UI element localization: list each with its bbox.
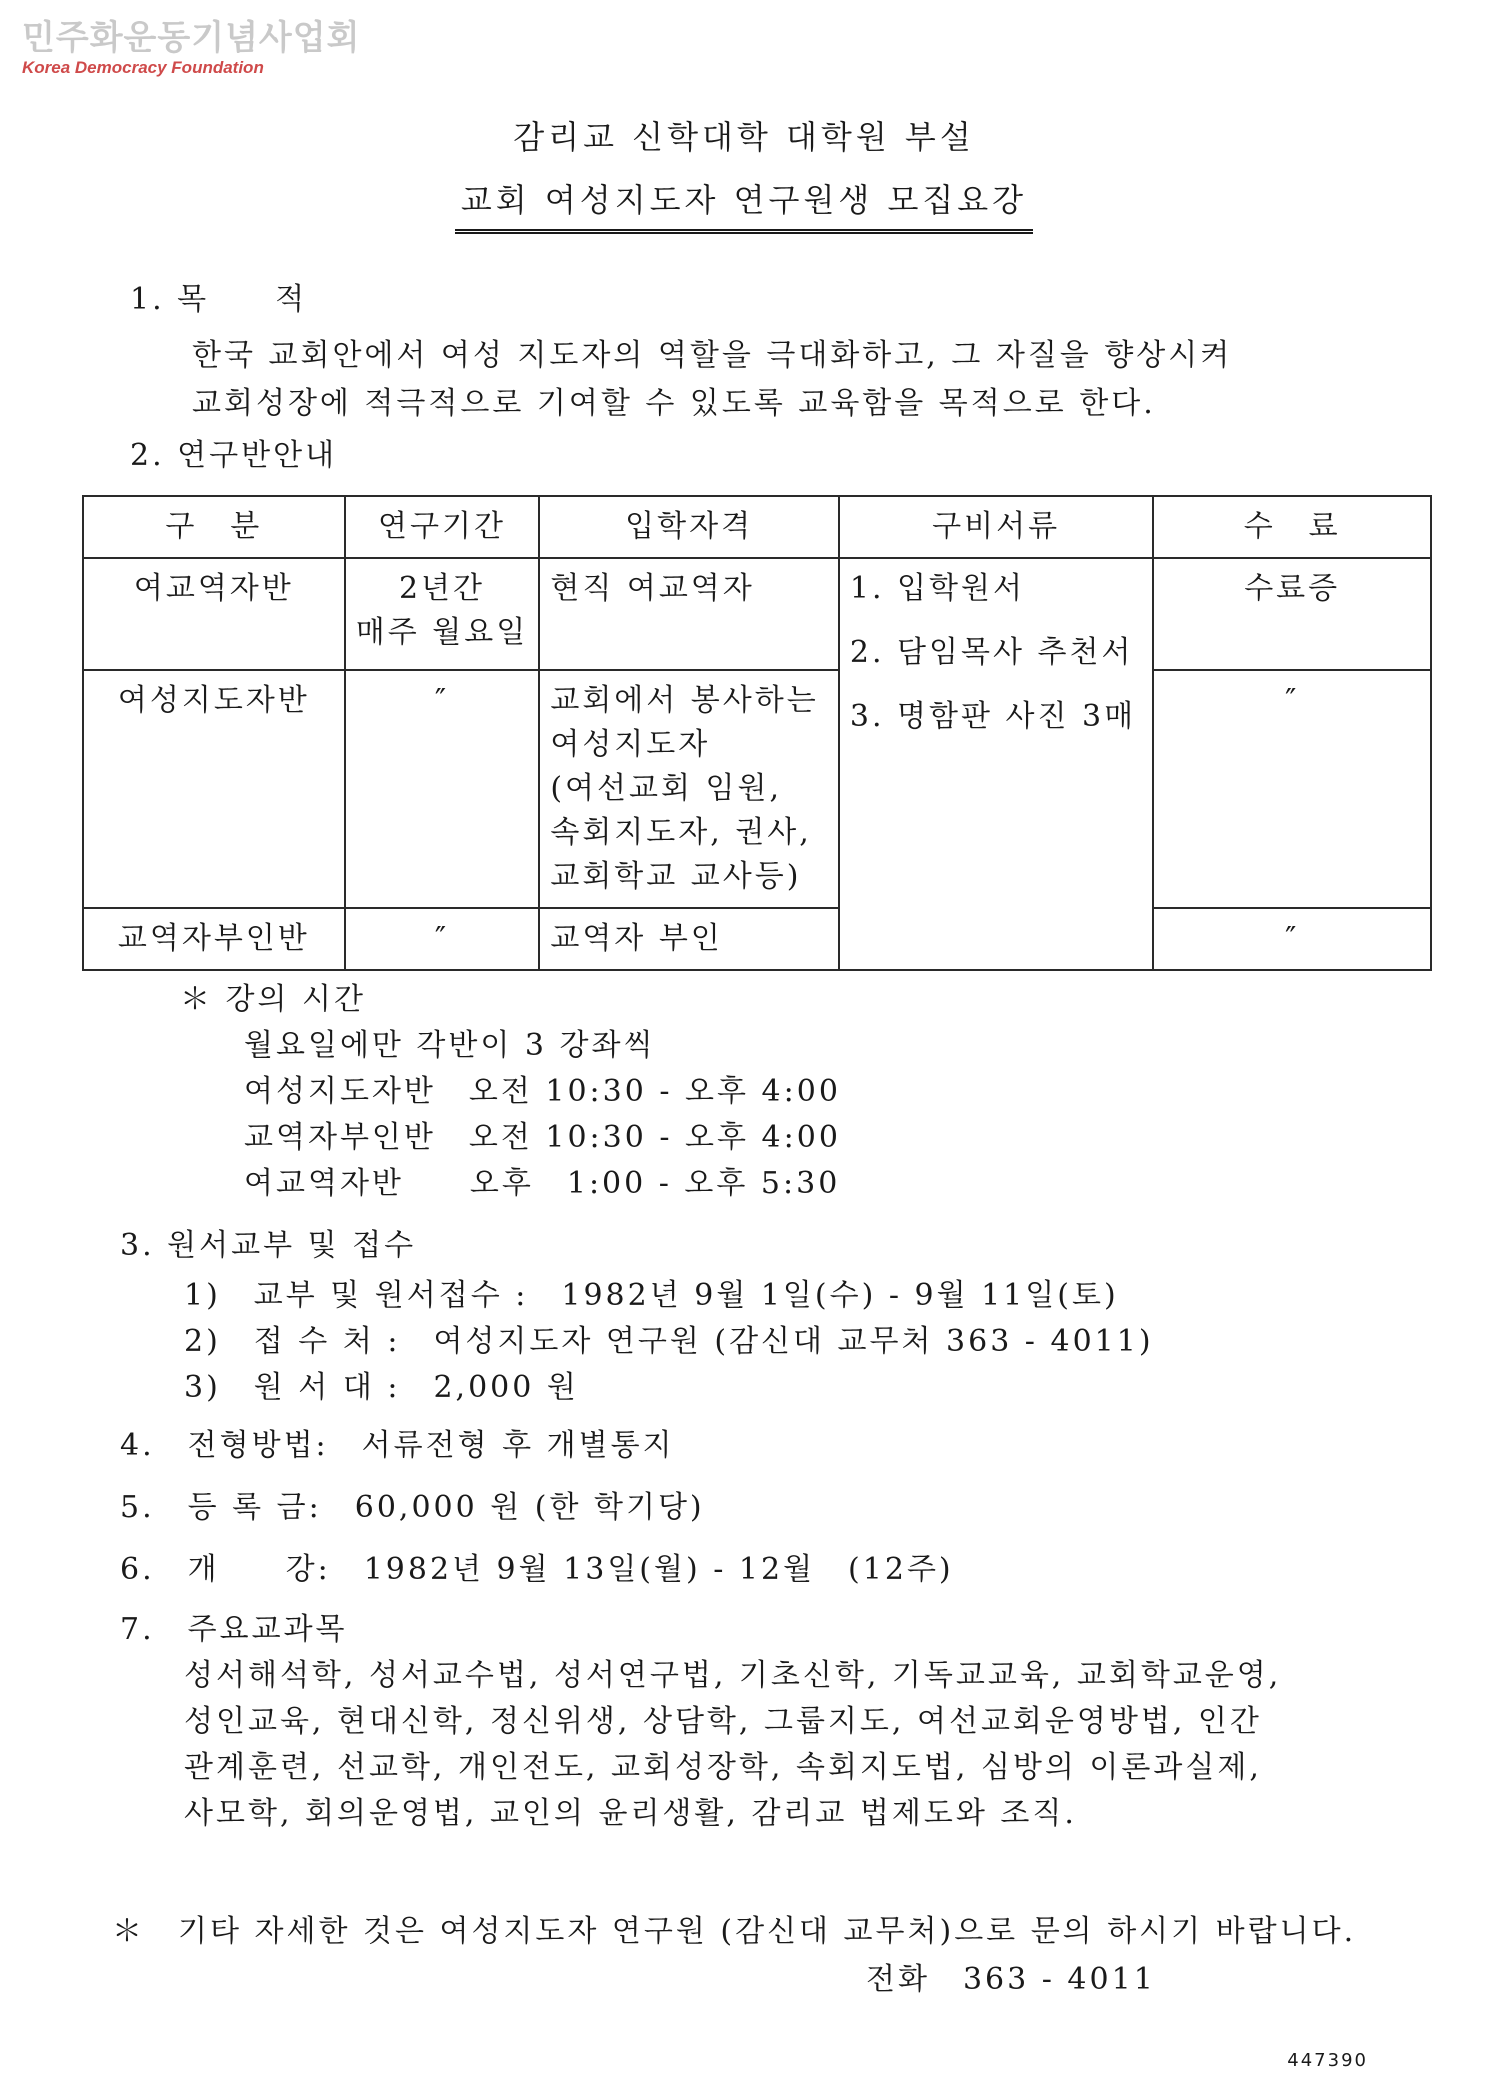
- section7-line1: 성서해석학, 성서교수법, 성서연구법, 기초신학, 기독교교육, 교회학교운영,: [184, 1658, 1282, 1693]
- class-cell: 여교역자반: [83, 558, 345, 670]
- header-period: 연구기간: [345, 496, 540, 558]
- class-cell: 여성지도자반: [83, 670, 345, 908]
- completion-cell: 수료증: [1153, 558, 1431, 670]
- document-item: 1. 입학원서: [849, 571, 1025, 606]
- qualification-line: 교회에서 봉사하는: [550, 683, 819, 718]
- table-row: [83, 908, 1431, 970]
- period-cell: [345, 558, 540, 670]
- logo-english: Korea Democracy Foundation: [22, 58, 264, 77]
- qualification-cell: [539, 670, 839, 908]
- section1-line2: 교회성장에 적극적으로 기여할 수 있도록 교육함을 목적으로 한다.: [192, 386, 1156, 421]
- document-item: 3. 명함판 사진 3매: [849, 699, 1137, 734]
- note-phone: 전화 363 - 4011: [866, 1962, 1156, 1997]
- lecture-line4: 여교역자반 오후 1:00 - 오후 5:30: [244, 1166, 841, 1201]
- study-program-table: [82, 495, 1432, 971]
- lecture-line3: 교역자부인반 오전 10:30 - 오후 4:00: [244, 1120, 841, 1155]
- section1-line1: 한국 교회안에서 여성 지도자의 역할을 극대화하고, 그 자질을 향상시켜: [192, 338, 1233, 373]
- document-number: 447390: [1287, 2050, 1368, 2071]
- section7-line4: 사모학, 회의운영법, 교인의 윤리생활, 감리교 법제도와 조직.: [184, 1796, 1077, 1831]
- document-title-line2: [0, 175, 1488, 234]
- section1-heading: 1. 목 적: [130, 282, 308, 317]
- qualification-cell: 현직 여교역자: [539, 558, 839, 670]
- qualification-line: 교회학교 교사등): [550, 859, 802, 894]
- section3-heading: 3. 원서교부 및 접수: [120, 1228, 417, 1263]
- header-documents: 구비서류: [839, 496, 1153, 558]
- qualification-line: 속회지도자, 권사,: [550, 815, 812, 850]
- qualification-line: 여성지도자: [550, 727, 711, 762]
- lecture-line1: 월요일에만 각반이 3 강좌씩: [244, 1028, 656, 1063]
- table-row: [83, 558, 1431, 670]
- section3-item2: 2) 접 수 처 : 여성지도자 연구원 (감신대 교무처 363 - 4011): [184, 1324, 1154, 1359]
- document-title-line1: 감리교 신학대학 대학원 부설: [513, 118, 975, 156]
- section4: 4. 전형방법: 서류전형 후 개별통지: [120, 1428, 675, 1463]
- header-completion: 수 료: [1153, 496, 1431, 558]
- document-title-text: 교회 여성지도자 연구원생 모집요강: [455, 175, 1033, 234]
- section2-heading: 2. 연구반안내: [130, 438, 338, 473]
- section3-item1: 1) 교부 및 원서접수 : 1982년 9월 1일(수) - 9월 11일(토): [184, 1278, 1119, 1313]
- header-class: 구 분: [83, 496, 345, 558]
- logo-korean: 민주화운동기념사업회: [22, 18, 361, 58]
- table-row: [83, 670, 1431, 908]
- lecture-line2: 여성지도자반 오전 10:30 - 오후 4:00: [244, 1074, 841, 1109]
- document-item: 2. 담임목사 추천서: [849, 635, 1134, 670]
- completion-cell: ″: [1153, 908, 1431, 970]
- table-header-row: [83, 496, 1431, 558]
- section6: 6. 개 강: 1982년 9월 13일(월) - 12월 (12주): [120, 1552, 954, 1587]
- lecture-heading: ＊ 강의 시간: [180, 982, 366, 1017]
- period-line: 2년간: [398, 571, 486, 606]
- qualification-cell: 교역자 부인: [539, 908, 839, 970]
- period-line: 매주 월요일: [355, 615, 529, 650]
- documents-cell: [839, 558, 1153, 970]
- class-cell: 교역자부인반: [83, 908, 345, 970]
- foundation-logo: [22, 18, 360, 78]
- qualification-line: (여선교회 임원,: [550, 771, 782, 806]
- note-line1: ＊ 기타 자세한 것은 여성지도자 연구원 (감신대 교무처)으로 문의 하시기 바랍니다.: [112, 1914, 1357, 1949]
- period-cell: ″: [345, 670, 540, 908]
- section5: 5. 등 록 금: 60,000 원 (한 학기당): [120, 1490, 705, 1525]
- section7-heading: 7. 주요교과목: [120, 1612, 348, 1647]
- section7-line2: 성인교육, 현대신학, 정신위생, 상담학, 그룹지도, 여선교회운영방법, 인간: [184, 1704, 1262, 1739]
- section7-line3: 관계훈련, 선교학, 개인전도, 교회성장학, 속회지도법, 심방의 이론과실제,: [184, 1750, 1262, 1785]
- completion-cell: ″: [1153, 670, 1431, 908]
- period-cell: ″: [345, 908, 540, 970]
- header-qualification: 입학자격: [539, 496, 839, 558]
- section3-item3: 3) 원 서 대 : 2,000 원: [184, 1370, 579, 1405]
